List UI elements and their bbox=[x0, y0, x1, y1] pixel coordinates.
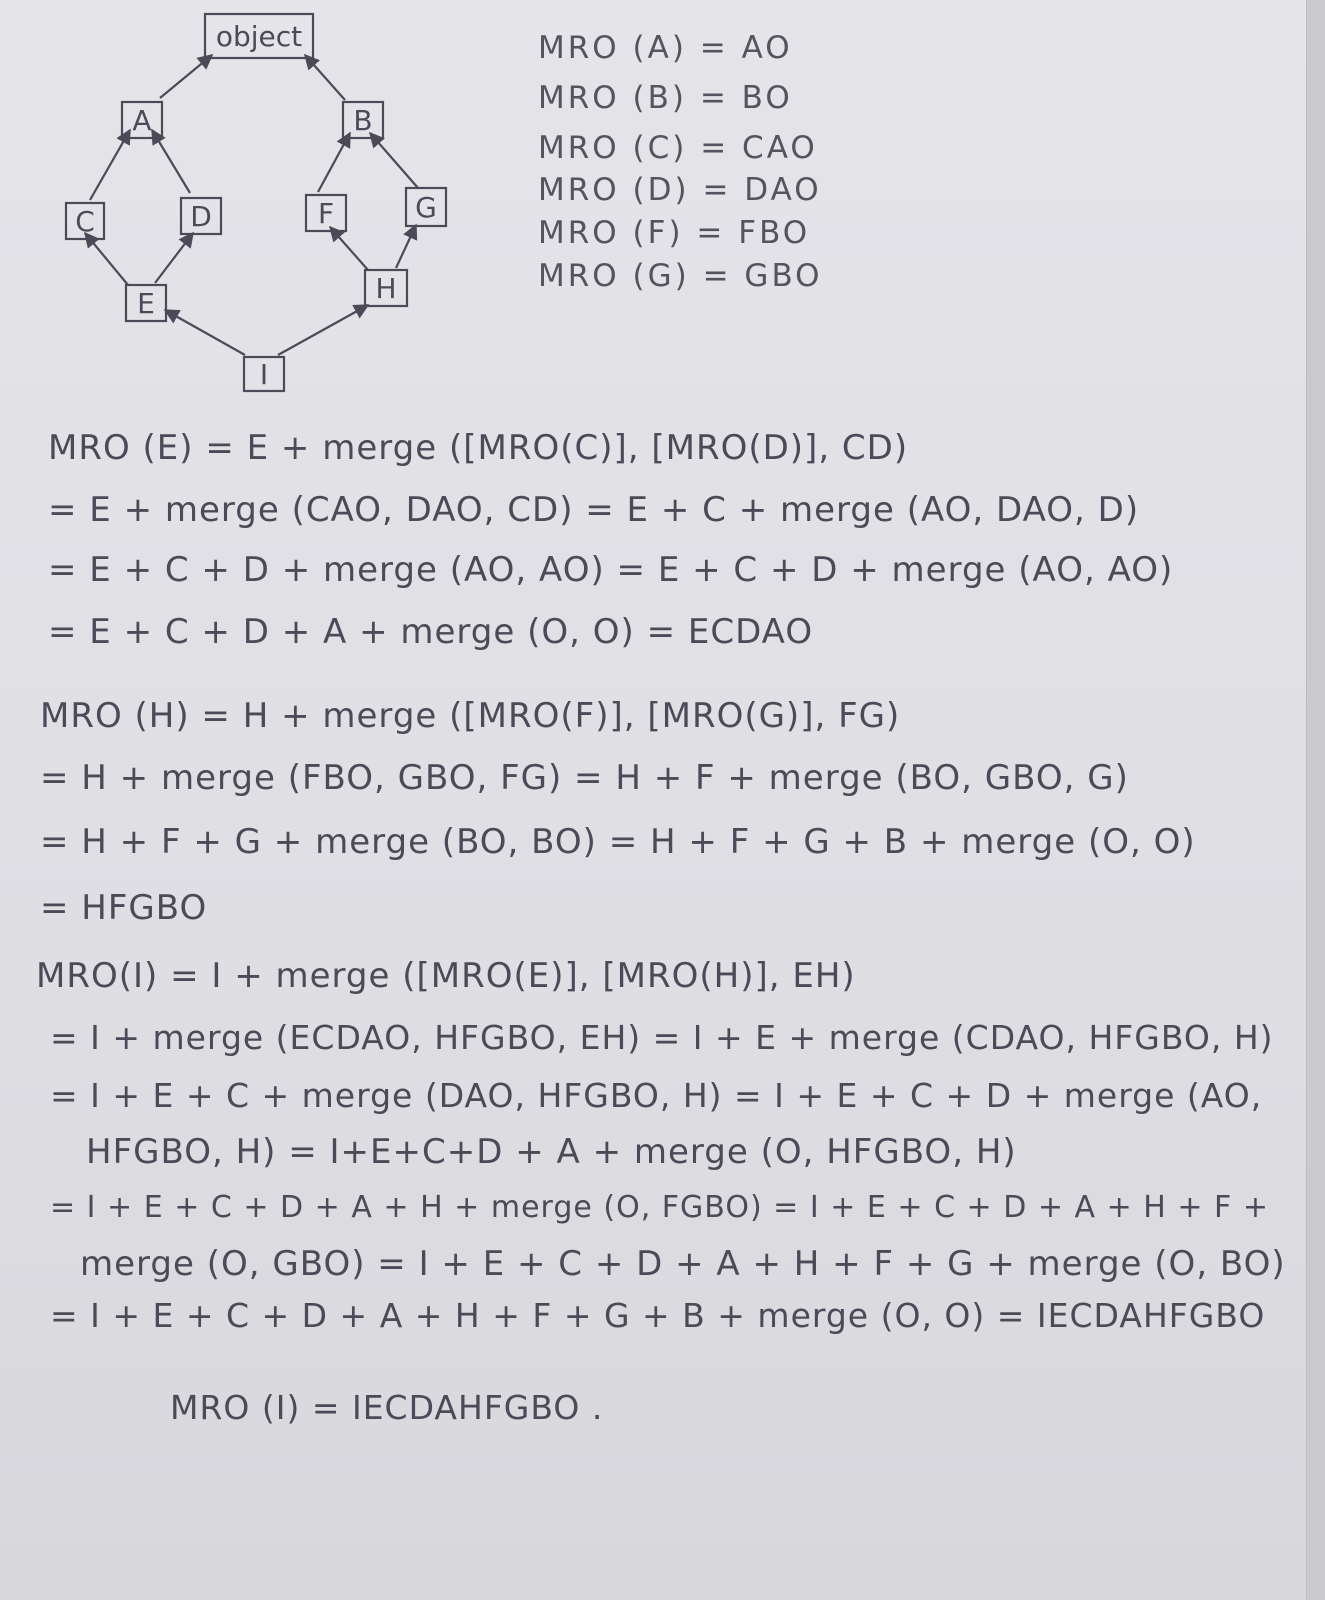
final-result: MRO (I) = IECDAHFGBO . bbox=[170, 1388, 604, 1427]
edge-f-b bbox=[318, 133, 350, 192]
node-b-label: B bbox=[353, 104, 373, 137]
inheritance-diagram bbox=[0, 0, 470, 400]
mro-c-line: MRO (C) = CAO bbox=[538, 130, 818, 166]
mro-e-line-3: = E + C + D + merge (AO, AO) = E + C + D + merge (AO, AO) bbox=[48, 550, 1174, 590]
mro-f-line: MRO (F) = FBO bbox=[538, 215, 811, 251]
node-d-label: D bbox=[190, 200, 212, 233]
node-a-label: A bbox=[132, 104, 152, 137]
node-c-label: C bbox=[75, 205, 95, 238]
edge-h-g bbox=[396, 225, 416, 268]
edge-i-e bbox=[165, 310, 245, 355]
edge-e-c bbox=[85, 233, 128, 285]
node-e-label: E bbox=[137, 287, 155, 320]
mro-h-line-3: = H + F + G + merge (BO, BO) = H + F + G + B + merge (O, O) bbox=[40, 822, 1196, 862]
edge-b-object bbox=[305, 55, 345, 100]
mro-e-line-1: MRO (E) = E + merge ([MRO(C)], [MRO(D)], CD) bbox=[48, 428, 909, 468]
mro-a-line: MRO (A) = AO bbox=[538, 30, 793, 66]
mro-i-line-4: HFGBO, H) = I+E+C+D + A + merge (O, HFGBO, H) bbox=[86, 1132, 1017, 1172]
edge-h-f bbox=[330, 227, 368, 270]
node-f-label: F bbox=[317, 197, 335, 230]
mro-e-line-4: = E + C + D + A + merge (O, O) = ECDAO bbox=[48, 612, 814, 652]
edge-e-d bbox=[155, 233, 193, 283]
paper-edge bbox=[1306, 0, 1325, 1600]
mro-i-line-5: = I + E + C + D + A + H + merge (O, FGBO) = I + E + C + D + A + H + F + bbox=[50, 1190, 1269, 1225]
edge-i-h bbox=[278, 305, 368, 355]
mro-h-line-1: MRO (H) = H + merge ([MRO(F)], [MRO(G)], FG) bbox=[40, 696, 901, 736]
mro-h-line-2: = H + merge (FBO, GBO, FG) = H + F + merge (BO, GBO, G) bbox=[40, 758, 1129, 798]
node-i-label: I bbox=[259, 358, 269, 391]
mro-i-line-1: MRO(I) = I + merge ([MRO(E)], [MRO(H)], EH) bbox=[36, 956, 856, 996]
mro-d-line: MRO (D) = DAO bbox=[538, 172, 822, 208]
node-object-label: object bbox=[215, 20, 303, 53]
edge-a-object bbox=[160, 55, 212, 98]
edge-g-b bbox=[370, 133, 418, 188]
mro-b-line: MRO (B) = BO bbox=[538, 80, 793, 116]
mro-i-line-3: = I + E + C + merge (DAO, HFGBO, H) = I + E + C + D + merge (AO, bbox=[50, 1076, 1263, 1115]
edge-d-a bbox=[152, 130, 190, 193]
edge-c-a bbox=[90, 130, 130, 200]
mro-i-line-7: = I + E + C + D + A + H + F + G + B + merge (O, O) = IECDAHFGBO bbox=[50, 1296, 1266, 1335]
node-g-label: G bbox=[415, 191, 437, 224]
mro-i-line-6: merge (O, GBO) = I + E + C + D + A + H + F + G + merge (O, BO) bbox=[80, 1244, 1286, 1284]
mro-i-line-2: = I + merge (ECDAO, HFGBO, EH) = I + E + merge (CDAO, HFGBO, H) bbox=[50, 1018, 1274, 1057]
mro-h-line-4: = HFGBO bbox=[40, 888, 208, 928]
mro-e-line-2: = E + merge (CAO, DAO, CD) = E + C + merge (AO, DAO, D) bbox=[48, 490, 1140, 530]
mro-g-line: MRO (G) = GBO bbox=[538, 258, 823, 294]
node-h-label: H bbox=[375, 272, 397, 305]
